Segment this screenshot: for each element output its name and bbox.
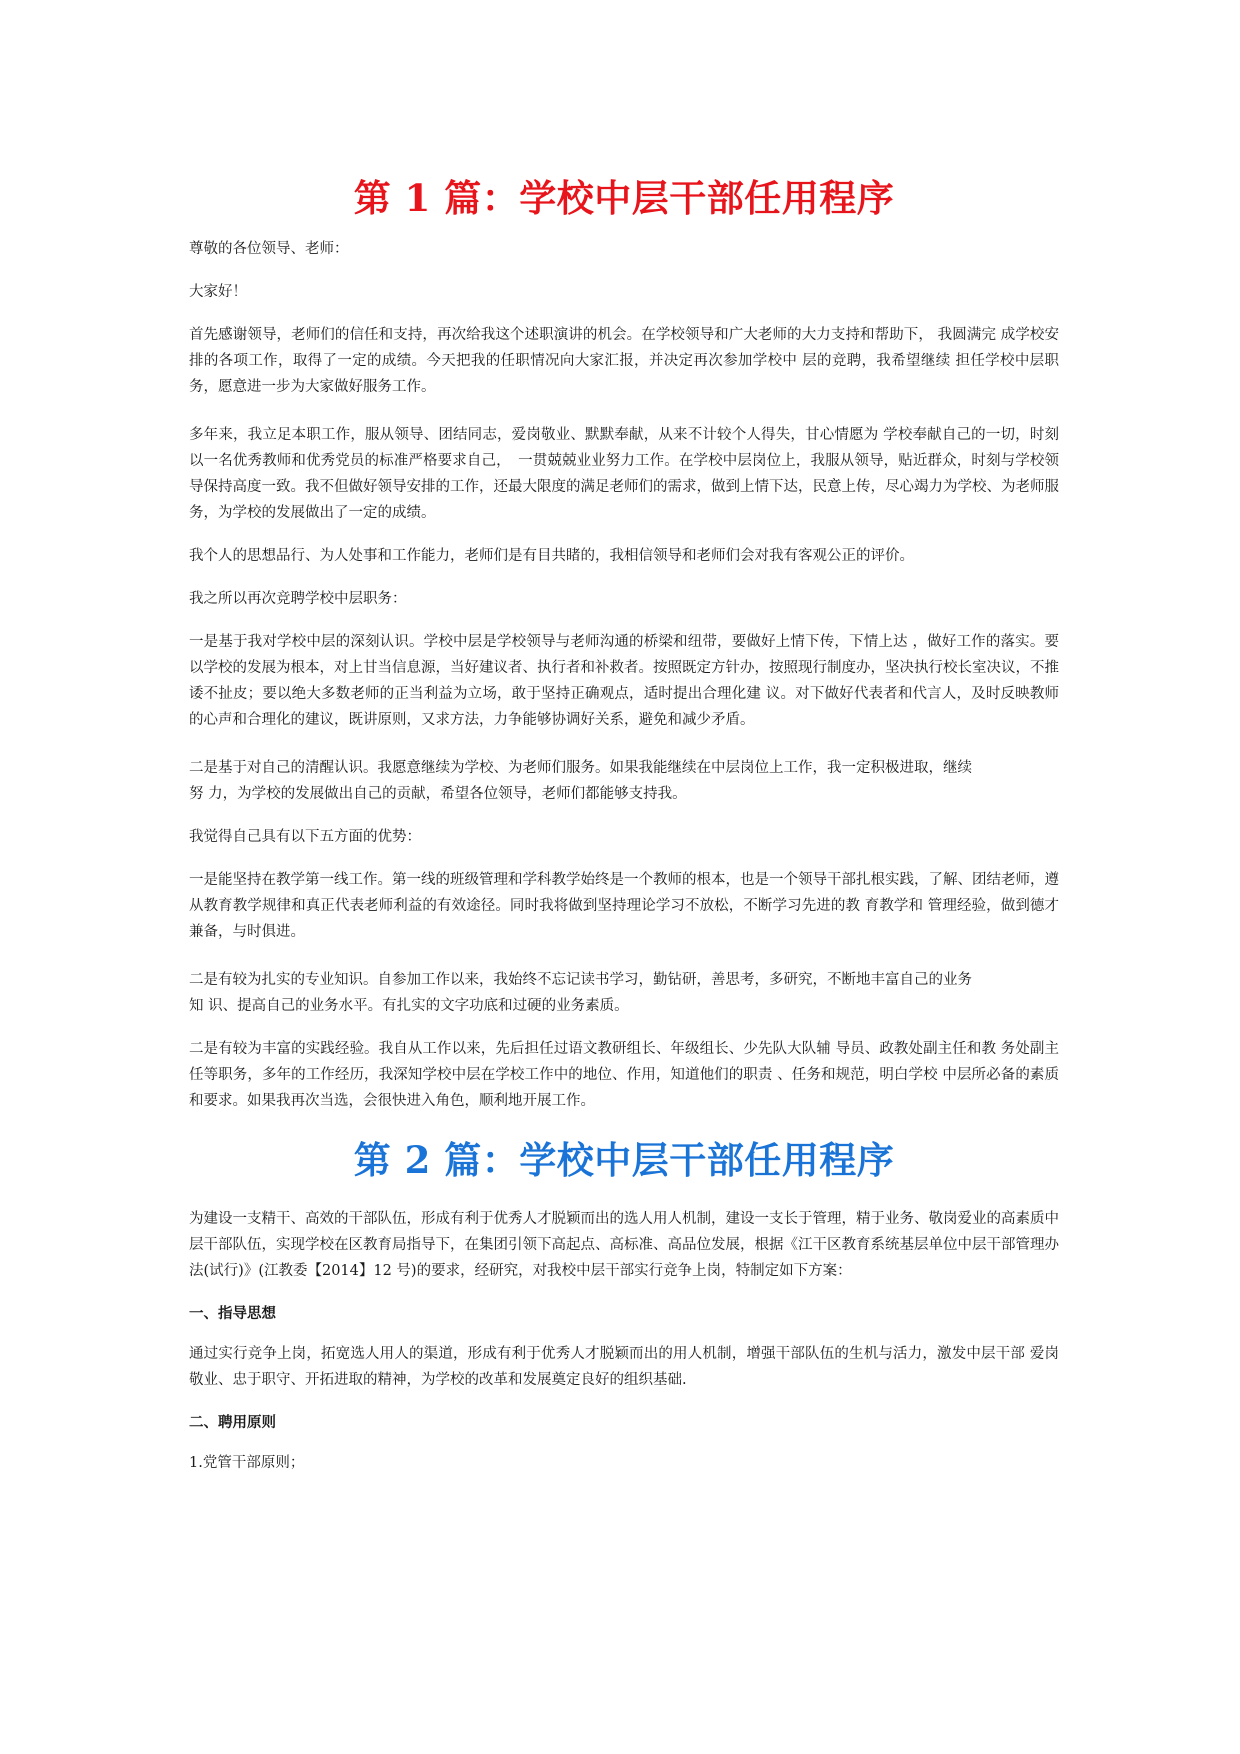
document-content (189, 170, 1059, 1493)
section-heading-guiding-ideology: 一、指导思想 (189, 1306, 276, 1322)
section-heading-hiring-principles: 二、聘用原则 (189, 1415, 276, 1431)
article-1-paragraph: 多年来，我立足本职工作，服从领导、团结同志，爱岗敬业、默默奉献，从来不计较个人得失，甘心情愿为 学校奉献自己的一切，时刻以一名优秀教师和优秀党员的标准严格要求自己， 一贯兢兢业业努力工作。在学校中层岗位上，我服从领导，贴近群众，时刻与学校领导保持高度一致。我不但做好领导安排的工作，还最大限度的满足老师们的需求，做到上情下达，民意上传，尽心竭力为学校、为老师服务，为学校的发展做出了一定的成绩。 (189, 427, 1059, 521)
article-1-paragraph: 我之所以再次竞聘学校中层职务： (189, 591, 407, 607)
article-1-paragraph: 一是能坚持在教学第一线工作。第一线的班级管理和学科教学始终是一个教师的根本，也是一个领导干部扎根实践，了解、团结老师，遵从教育教学规律和真正代表老师利益的有效途径。同时我将做到坚持理论学习不放松，不断学习先进的教 育教学和 管理经验，做到德才兼备，与时俱进。 (189, 872, 1059, 940)
article-1-paragraph: 我觉得自己具有以下五方面的优势： (189, 829, 421, 845)
section-text-guiding-ideology: 通过实行竞争上岗，拓宽选人用人的渠道，形成有利于优秀人才脱颖而出的用人机制，增强干部队伍的生机与活力，激发中层干部 爱岗敬业、忠于职守、开拓进取的精神，为学校的改革和发展奠定良好的组织基础. (189, 1346, 1059, 1388)
article-1-greeting: 大家好！ (189, 284, 247, 300)
article-1-paragraph: 二是有较为扎实的专业知识。自参加工作以来，我始终不忘记读书学习，勤钻研，善思考，多研究，不断地丰富自己的业务 知 识、提高自己的业务水平。有扎实的文字功底和过硬的业务素质。 (189, 972, 972, 1014)
article-1-title: 第 1 篇：学校中层干部任用程序 (353, 176, 895, 220)
article-1-salutation: 尊敬的各位领导、老师： (189, 241, 349, 257)
article-1-paragraph: 我个人的思想品行、为人处事和工作能力，老师们是有目共睹的，我相信领导和老师们会对我有客观公正的评价。 (189, 548, 914, 564)
article-1-paragraph: 一是基于我对学校中层的深刻认识。学校中层是学校领导与老师沟通的桥梁和纽带，要做好上情下传，下情上达 ，做好工作的落实。要以学校的发展为根本，对上甘当信息源，当好建议者、执行者和补救者。按照既定方针办，按照现行制度办，坚决执行校长室决议，不推诿不扯皮；要以绝大多数老师的正当利益为立场，敢于坚持正确观点，适时提出合理化建 议。对下做好代表者和代言人，及时反映教师的心声和合理化的建议，既讲原则，又求方法，力争能够协调好关系，避免和减少矛盾。 (189, 634, 1059, 728)
article-1-paragraph: 二是有较为丰富的实践经验。我自从工作以来，先后担任过语文教研组长、年级组长、少先队大队辅 导员、政教处副主任和教 务处副主任等职务，多年的工作经历，我深知学校中层在学校工作中的地位、作用，知道他们的职责 、任务和规范，明白学校 中层所必备的素质和要求。如果我再次当选，会很快进入角色，顺利地开展工作。 (189, 1041, 1059, 1109)
principle-item: 1.党管干部原则； (189, 1455, 305, 1471)
article-2-title: 第 2 篇：学校中层干部任用程序 (353, 1138, 895, 1182)
article-1-paragraph: 二是基于对自己的清醒认识。我愿意继续为学校、为老师们服务。如果我能继续在中层岗位上工作，我一定积极进取，继续 努 力，为学校的发展做出自己的贡献，希望各位领导，老师们都能够支持我。 (189, 760, 972, 802)
article-2-intro: 为建设一支精干、高效的干部队伍，形成有利于优秀人才脱颖而出的选人用人机制，建设一支长于管理，精于业务、敬岗爱业的高素质中层干部队伍，实现学校在区教育局指导下，在集团引领下高起点、高标准、高品位发展，根据《江干区教育系统基层单位中层干部管理办法(试行)》(江教委【2014】12 号)的要求，经研究，对我校中层干部实行竞争上岗，特制定如下方案： (189, 1211, 1059, 1279)
article-1-paragraph: 首先感谢领导，老师们的信任和支持，再次给我这个述职演讲的机会。在学校领导和广大老师的大力支持和帮助下， 我圆满完 成学校安排的各项工作，取得了一定的成绩。今天把我的任职情况向大家汇报，并决定再次参加学校中 层的竞聘，我希望继续 担任学校中层职务，愿意进一步为大家做好服务工作。 (189, 327, 1059, 395)
